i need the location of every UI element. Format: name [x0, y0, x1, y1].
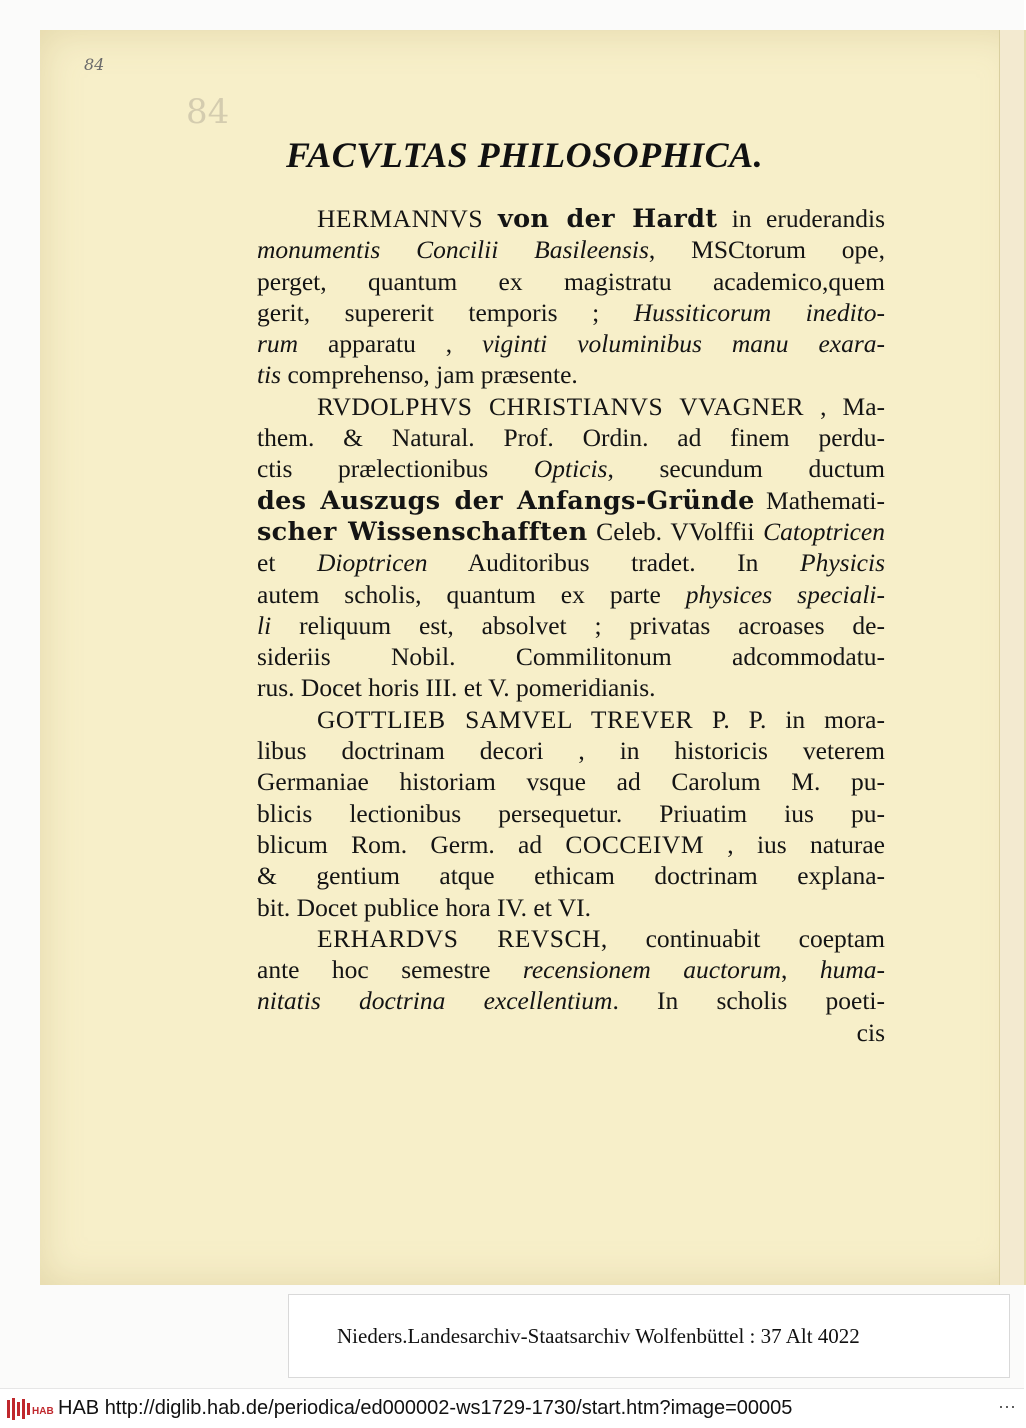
catchword: cis	[856, 1017, 885, 1047]
text-line: scher Wissenschafften Celeb. VVolffii Catoptricen	[257, 516, 885, 547]
hab-logo-icon	[6, 1397, 54, 1421]
text-line: monumentis Concilii Basileensis, MSCtorum ope,	[257, 235, 885, 265]
text-line: tis comprehenso, jam præsente.	[257, 360, 578, 390]
footer-bar	[0, 1388, 1024, 1428]
text-line: ERHARDVS REVSCH, continuabit coeptam	[317, 923, 885, 953]
text-line: blicis lectionibus persequetur. Priuatim ius pu-	[257, 798, 885, 828]
text-line: rus. Docet horis III. et V. pomeridianis.	[257, 673, 656, 703]
bleed-through-number: 84	[186, 92, 230, 132]
text-line: gerit, supererit temporis ; Hussiticorum inedito-	[257, 297, 885, 327]
footer-url-text: http://diglib.hab.de/periodica/ed000002-ws1729-1730/start.htm?image=00005	[104, 1397, 793, 1419]
page-title: FACVLTAS PHILOSOPHICA.	[286, 135, 764, 175]
text-line: autem scholis, quantum ex parte physices speciali-	[257, 579, 885, 609]
more-icon[interactable]: ···	[998, 1396, 1016, 1416]
text-line: li reliquum est, absolvet ; privatas acroases de-	[257, 610, 885, 640]
text-line: & gentium atque ethicam doctrinam explana-	[257, 861, 885, 891]
text-line: bit. Docet publice hora IV. et VI.	[257, 892, 592, 922]
text-line: nitatis doctrina excellentium. In scholis poeti-	[257, 986, 885, 1016]
text-line: HERMANNVS von der Hardt in eruderandis	[317, 204, 885, 234]
footer-logo-label: HAB	[58, 1397, 100, 1419]
archive-caption	[288, 1294, 1010, 1378]
page-edge	[999, 30, 1024, 1285]
text-line: et Dioptricen Auditoribus tradet. In Physicis	[257, 548, 886, 578]
document-body	[257, 203, 885, 1048]
text-line: RVDOLPHVS CHRISTIANVS VVAGNER , Ma-	[317, 391, 886, 421]
text-line: ctis prælectionibus Opticis, secundum ductum	[257, 454, 885, 484]
text-line: perget, quantum ex magistratu academico,quem	[257, 266, 885, 296]
logo-text: HAB	[32, 1406, 54, 1417]
text-line: rum apparatu , viginti voluminibus manu exara-	[257, 329, 885, 359]
text-line: libus doctrinam decori , in historicis veterem	[257, 736, 885, 766]
text-line: GOTTLIEB SAMVEL TREVER P. P. in mora-	[317, 704, 885, 734]
text-line: des Auszugs der Anfangs-Gründe Mathemati-	[257, 485, 885, 516]
text-line: Germaniae historiam vsque ad Carolum M. pu-	[257, 767, 885, 797]
text-line: ante hoc semestre recensionem auctorum, huma-	[257, 955, 885, 985]
margin-note: 84	[84, 55, 105, 74]
footer-url-link[interactable]	[58, 1397, 792, 1420]
text-line: them. & Natural. Prof. Ordin. ad finem perdu-	[257, 423, 885, 453]
text-line: blicum Rom. Germ. ad COCCEIVM , ius naturae	[257, 829, 886, 859]
text-line: sideriis Nobil. Commilitonum adcommodatu-	[257, 642, 885, 672]
archive-caption-text: Nieders.Landesarchiv-Staatsarchiv Wolfenbüttel : 37 Alt 4022	[337, 1324, 860, 1348]
